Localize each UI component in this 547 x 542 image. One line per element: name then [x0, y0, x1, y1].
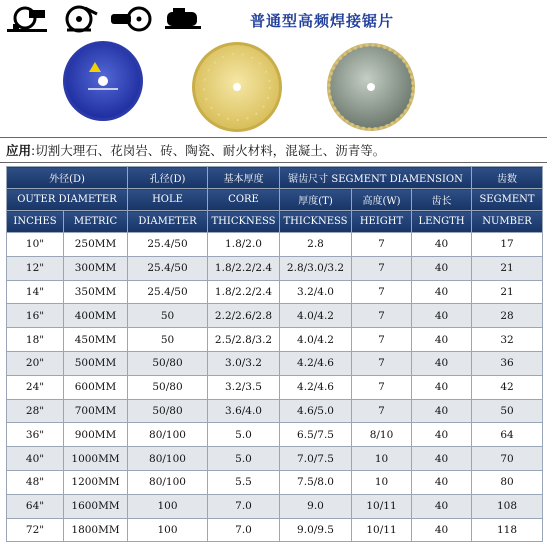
height-cn: 高度(W) — [352, 189, 412, 211]
table-cell: 40 — [412, 470, 472, 494]
table-cell: 10" — [7, 233, 64, 257]
core-cn: 基本厚度 — [208, 167, 280, 189]
diameter-header: DIAMETER — [128, 211, 208, 233]
table-row — [7, 280, 543, 304]
table-cell: 24" — [7, 375, 64, 399]
table-cell: 10 — [352, 470, 412, 494]
table-cell: 4.2/4.6 — [280, 375, 352, 399]
table-cell: 3.6/4.0 — [208, 399, 280, 423]
table-cell: 108 — [472, 494, 543, 518]
table-cell: 100 — [128, 518, 208, 542]
table-cell: 1.8/2.2/2.4 — [208, 280, 280, 304]
application-note — [0, 137, 547, 163]
table-cell: 40 — [412, 233, 472, 257]
table-cell: 1200MM — [64, 470, 128, 494]
number-header: NUMBER — [472, 211, 543, 233]
table-cell: 40 — [412, 375, 472, 399]
table-cell: 350MM — [64, 280, 128, 304]
table-row — [7, 328, 543, 352]
core-en: CORE — [208, 189, 280, 211]
table-cell: 80 — [472, 470, 543, 494]
segment-thickness-header: THICKNESS — [280, 211, 352, 233]
core-thickness-header: THICKNESS — [208, 211, 280, 233]
table-cell: 21 — [472, 280, 543, 304]
table-cell: 40 — [412, 399, 472, 423]
length-header: LENGTH — [412, 211, 472, 233]
table-cell: 7 — [352, 351, 412, 375]
table-cell: 7 — [352, 399, 412, 423]
table-row — [7, 233, 543, 257]
table-cell: 48" — [7, 470, 64, 494]
table-cell: 1800MM — [64, 518, 128, 542]
table-cell: 28 — [472, 304, 543, 328]
table-cell: 50 — [472, 399, 543, 423]
table-cell: 7.0 — [208, 518, 280, 542]
chainsaw-icon — [108, 4, 154, 34]
table-cell: 2.8 — [280, 233, 352, 257]
spec-table-body — [7, 233, 543, 542]
hole-en: HOLE — [128, 189, 208, 211]
hole-cn: 孔径(D) — [128, 167, 208, 189]
height-header: HEIGHT — [352, 211, 412, 233]
blue-blade-image — [62, 40, 144, 122]
table-cell: 4.6/5.0 — [280, 399, 352, 423]
table-cell: 80/100 — [128, 423, 208, 447]
table-cell: 118 — [472, 518, 543, 542]
table-row — [7, 399, 543, 423]
metric-header: METRIC — [64, 211, 128, 233]
table-cell: 10/11 — [352, 518, 412, 542]
table-cell: 1600MM — [64, 494, 128, 518]
table-cell: 2.2/2.6/2.8 — [208, 304, 280, 328]
table-cell: 7 — [352, 304, 412, 328]
table-cell: 6.5/7.5 — [280, 423, 352, 447]
table-cell: 40 — [412, 328, 472, 352]
table-cell: 25.4/50 — [128, 256, 208, 280]
table-cell: 40 — [412, 447, 472, 471]
cutting-machine-icon — [4, 4, 50, 34]
thickness-cn: 厚度(T) — [280, 189, 352, 211]
table-cell: 70 — [472, 447, 543, 471]
table-cell: 40 — [412, 494, 472, 518]
table-cell: 400MM — [64, 304, 128, 328]
table-cell: 36" — [7, 423, 64, 447]
table-cell: 16" — [7, 304, 64, 328]
table-cell: 80/100 — [128, 447, 208, 471]
table-row — [7, 256, 543, 280]
table-cell: 36 — [472, 351, 543, 375]
table-cell: 1.8/2.2/2.4 — [208, 256, 280, 280]
table-cell: 700MM — [64, 399, 128, 423]
table-cell: 17 — [472, 233, 543, 257]
table-cell: 32 — [472, 328, 543, 352]
table-cell: 14" — [7, 280, 64, 304]
table-cell: 250MM — [64, 233, 128, 257]
header-row-3 — [7, 211, 543, 233]
segment-en: SEGMENT — [472, 189, 543, 211]
header-banner — [0, 0, 547, 134]
table-cell: 2.8/3.0/3.2 — [280, 256, 352, 280]
table-row — [7, 447, 543, 471]
gold-blade-image — [191, 41, 283, 133]
table-row — [7, 423, 543, 447]
table-cell: 1.8/2.0 — [208, 233, 280, 257]
header-row-1 — [7, 167, 543, 189]
table-cell: 12" — [7, 256, 64, 280]
table-cell: 3.2/3.5 — [208, 375, 280, 399]
outer-diameter-en: OUTER DIAMETER — [7, 189, 128, 211]
table-cell: 4.2/4.6 — [280, 351, 352, 375]
table-cell: 40 — [412, 423, 472, 447]
segment-dimension-header: 锯齿尺寸 SEGMENT DIAMENSION — [280, 167, 472, 189]
table-cell: 9.0 — [280, 494, 352, 518]
table-row — [7, 304, 543, 328]
table-cell: 50/80 — [128, 351, 208, 375]
table-cell: 7.0 — [208, 494, 280, 518]
table-cell: 40 — [412, 304, 472, 328]
teeth-cn: 齿数 — [472, 167, 543, 189]
table-cell: 25.4/50 — [128, 233, 208, 257]
page-title: 普通型高频焊接锯片 — [250, 12, 395, 30]
table-cell: 300MM — [64, 256, 128, 280]
table-cell: 450MM — [64, 328, 128, 352]
table-cell: 4.0/4.2 — [280, 304, 352, 328]
table-row — [7, 494, 543, 518]
table-cell: 40" — [7, 447, 64, 471]
application-text: :切割大理石、花岗岩、砖、陶瓷、耐火材料，混凝土、沥青等。 — [31, 143, 386, 158]
circular-saw-icon — [56, 4, 102, 34]
tool-icons — [4, 4, 206, 36]
table-cell: 25.4/50 — [128, 280, 208, 304]
table-row — [7, 518, 543, 542]
header-row-2 — [7, 189, 543, 211]
table-cell: 64 — [472, 423, 543, 447]
table-cell: 7.0/7.5 — [280, 447, 352, 471]
table-cell: 3.0/3.2 — [208, 351, 280, 375]
silver-blade-image — [326, 42, 416, 132]
table-cell: 50 — [128, 328, 208, 352]
table-cell: 600MM — [64, 375, 128, 399]
length-cn: 齿长 — [412, 189, 472, 211]
table-cell: 7 — [352, 328, 412, 352]
table-cell: 28" — [7, 399, 64, 423]
table-cell: 900MM — [64, 423, 128, 447]
table-cell: 7 — [352, 256, 412, 280]
table-cell: 7 — [352, 375, 412, 399]
inches-header: INCHES — [7, 211, 64, 233]
table-cell: 9.0/9.5 — [280, 518, 352, 542]
table-cell: 40 — [412, 256, 472, 280]
table-cell: 42 — [472, 375, 543, 399]
table-cell: 7 — [352, 280, 412, 304]
table-cell: 64" — [7, 494, 64, 518]
table-cell: 50 — [128, 304, 208, 328]
table-cell: 500MM — [64, 351, 128, 375]
table-cell: 5.5 — [208, 470, 280, 494]
table-row — [7, 375, 543, 399]
outer-diameter-cn: 外径(D) — [7, 167, 128, 189]
table-cell: 80/100 — [128, 470, 208, 494]
table-cell: 40 — [412, 518, 472, 542]
table-cell: 7 — [352, 233, 412, 257]
table-cell: 5.0 — [208, 447, 280, 471]
table-cell: 5.0 — [208, 423, 280, 447]
table-cell: 100 — [128, 494, 208, 518]
table-cell: 21 — [472, 256, 543, 280]
table-cell: 7.5/8.0 — [280, 470, 352, 494]
table-cell: 10/11 — [352, 494, 412, 518]
table-cell: 72" — [7, 518, 64, 542]
table-cell: 50/80 — [128, 375, 208, 399]
table-cell: 18" — [7, 328, 64, 352]
table-cell: 1000MM — [64, 447, 128, 471]
table-row — [7, 470, 543, 494]
application-label: 应用 — [6, 143, 32, 158]
table-cell: 40 — [412, 280, 472, 304]
spec-table — [6, 166, 543, 542]
table-cell: 20" — [7, 351, 64, 375]
table-cell: 3.2/4.0 — [280, 280, 352, 304]
table-cell: 50/80 — [128, 399, 208, 423]
table-cell: 10 — [352, 447, 412, 471]
grinder-icon — [160, 4, 206, 34]
table-cell: 2.5/2.8/3.2 — [208, 328, 280, 352]
table-cell: 8/10 — [352, 423, 412, 447]
table-cell: 4.0/4.2 — [280, 328, 352, 352]
table-row — [7, 351, 543, 375]
table-cell: 40 — [412, 351, 472, 375]
